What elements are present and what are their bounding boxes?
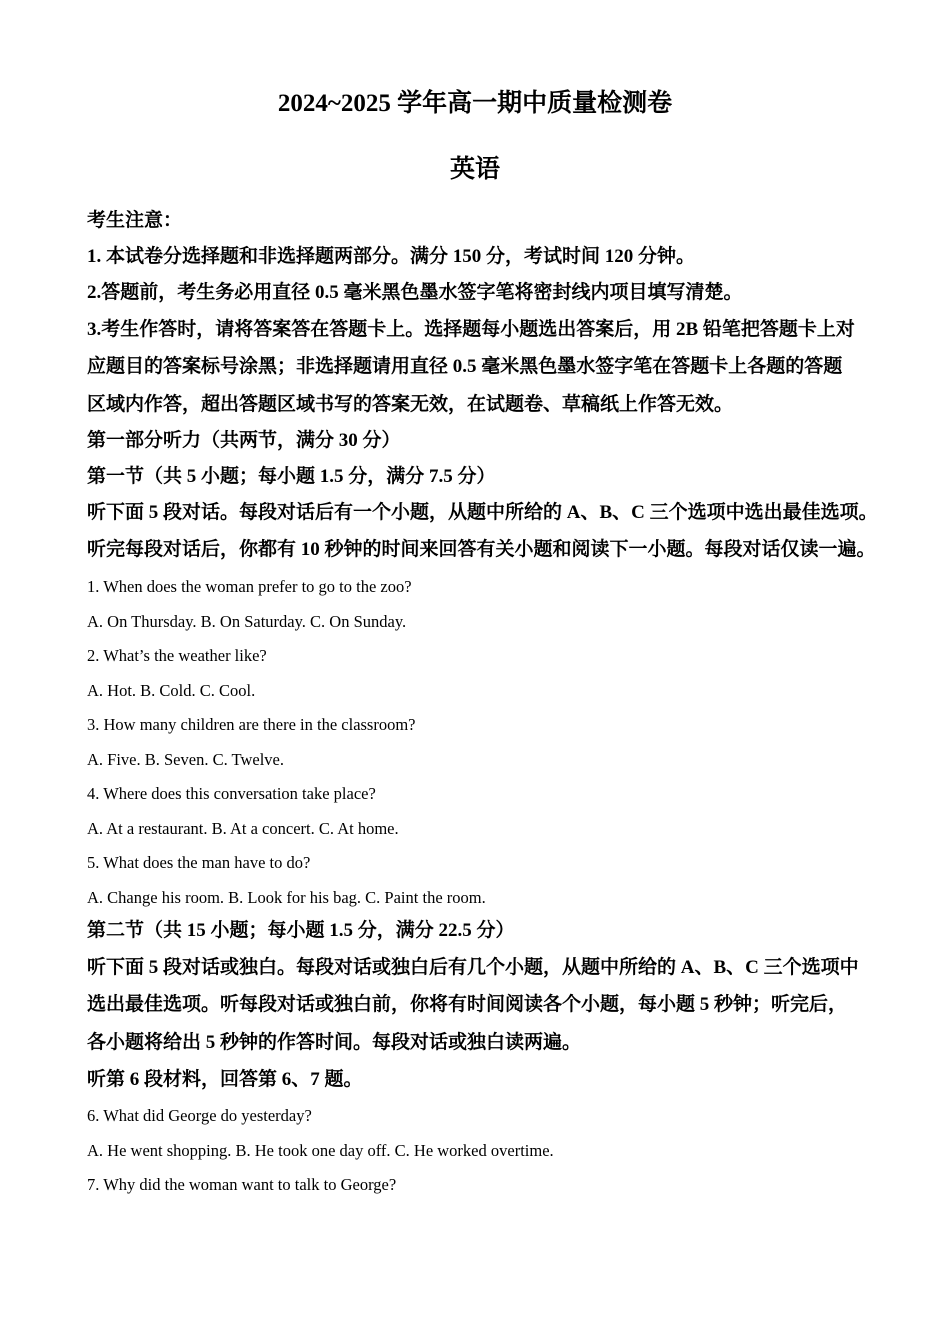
question-5: 5. What does the man have to do? — [87, 853, 311, 872]
section2-instructions-line-3: 各小题将给出 5 秒钟的作答时间。每段对话或独白读两遍。 — [87, 1032, 582, 1053]
question-5-options: A. Change his room. B. Look for his bag. C. Paint the room. — [87, 888, 486, 907]
section2-instructions-line-2: 选出最佳选项。听每段对话或独白前，你将有时间阅读各个小题，每小题 5 秒钟；听完后， — [87, 994, 848, 1015]
section1-instructions-line-2: 听完每段对话后，你都有 10 秒钟的时间来回答有关小题和阅读下一小题。每段对话仅读一遍。 — [87, 539, 876, 560]
notice-item-1: 1. 本试卷分选择题和非选择题两部分。满分 150 分，考试时间 120 分钟。 — [87, 246, 696, 267]
section1-heading: 第一节（共 5 小题；每小题 1.5 分，满分 7.5 分） — [87, 466, 496, 487]
section2-heading: 第二节（共 15 小题；每小题 1.5 分，满分 22.5 分） — [87, 920, 515, 941]
section2-instructions-line-1: 听下面 5 段对话或独白。每段对话或独白后有几个小题，从题中所给的 A、B、C 三个选项中 — [87, 957, 859, 978]
subject-title: 英语 — [449, 156, 500, 183]
question-1: 1. When does the woman prefer to go to the zoo? — [87, 577, 412, 596]
exam-title: 2024~2025 学年高一期中质量检测卷 — [277, 90, 673, 117]
part1-heading: 第一部分听力（共两节，满分 30 分） — [87, 430, 401, 451]
notice-item-2: 2.答题前，考生务必用直径 0.5 毫米黑色墨水签字笔将密封线内项目填写清楚。 — [87, 282, 743, 303]
notice-item-3-line-3: 区域内作答，超出答题区域书写的答案无效，在试题卷、草稿纸上作答无效。 — [87, 394, 734, 415]
question-4-options: A. At a restaurant. B. At a concert. C. At home. — [87, 819, 399, 838]
question-6: 6. What did George do yesterday? — [87, 1106, 312, 1125]
question-7: 7. Why did the woman want to talk to George? — [87, 1175, 397, 1194]
section1-instructions-line-1: 听下面 5 段对话。每段对话后有一个小题，从题中所给的 A、B、C 三个选项中选出最佳选项。 — [87, 502, 878, 523]
question-2-options: A. Hot. B. Cold. C. Cool. — [87, 681, 256, 700]
question-6-options: A. He went shopping. B. He took one day off. C. He worked overtime. — [87, 1141, 554, 1160]
question-2: 2. What’s the weather like? — [87, 646, 267, 665]
notice-heading: 考生注意： — [87, 210, 183, 231]
notice-item-3-line-1: 3.考生作答时，请将答案答在答题卡上。选择题每小题选出答案后，用 2B 铅笔把答题卡上对 — [87, 319, 855, 340]
notice-item-3-line-2: 应题目的答案标号涂黑；非选择题请用直径 0.5 毫米黑色墨水签字笔在答题卡上各题的答题 — [87, 356, 843, 377]
question-4: 4. Where does this conversation take place? — [87, 784, 376, 803]
question-3: 3. How many children are there in the classroom? — [87, 715, 416, 734]
material-6-heading: 听第 6 段材料，回答第 6、7 题。 — [87, 1069, 363, 1090]
question-1-options: A. On Thursday. B. On Saturday. C. On Sunday. — [87, 612, 407, 631]
question-3-options: A. Five. B. Seven. C. Twelve. — [87, 750, 284, 769]
